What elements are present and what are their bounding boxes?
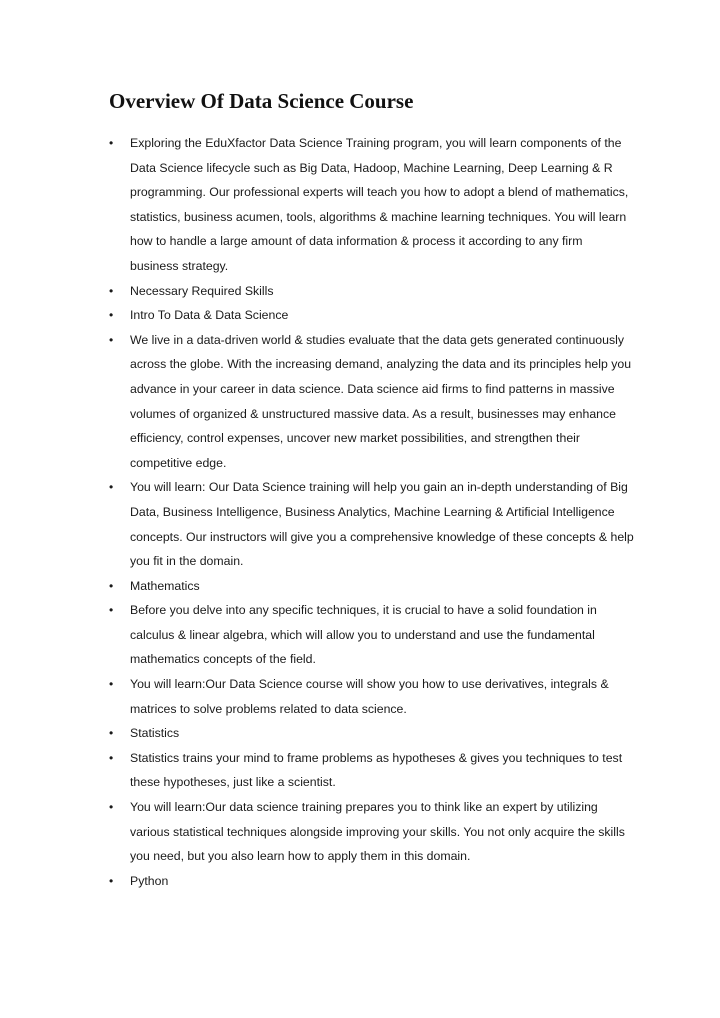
bullet-icon: • <box>109 283 114 298</box>
list-item-text-line: Statistics <box>130 726 180 741</box>
bullet-icon: • <box>109 578 114 593</box>
list-item <box>0 279 638 304</box>
list-item-text-line: these hypotheses, just like a scientist. <box>130 775 336 790</box>
list-item-text-line: Data Science lifecycle such as Big Data, Hadoop, Machine Learning, Deep Learning & R <box>130 160 613 175</box>
bullet-icon: • <box>109 603 114 618</box>
bullet-icon: • <box>109 873 114 888</box>
list-item-text-line: you need, but you also learn how to apply them in this domain. <box>130 849 471 864</box>
list-item-text-line: competitive edge. <box>130 455 227 470</box>
page-title: Overview Of Data Science Course <box>109 89 414 113</box>
list-item-text-line: you fit in the domain. <box>130 554 244 569</box>
bullet-list <box>0 131 720 893</box>
list-item-text-line: Data, Business Intelligence, Business Analytics, Machine Learning & Artificial Intelligence <box>130 504 615 519</box>
list-item-text-line: volumes of organized & unstructured massive data. As a result, businesses may enhance <box>130 406 616 421</box>
list-item <box>0 869 638 894</box>
bullet-icon: • <box>109 308 114 323</box>
list-item-text-line: mathematics concepts of the field. <box>130 652 316 667</box>
bullet-icon: • <box>109 750 114 765</box>
list-item-text-line: business strategy. <box>130 258 229 273</box>
bullet-icon: • <box>109 332 114 347</box>
list-item <box>0 795 638 869</box>
list-item-text-line: Statistics trains your mind to frame problems as hypotheses & gives you techniques to test <box>130 750 623 765</box>
list-item-text-line: You will learn:Our Data Science course will show you how to use derivatives, integrals & <box>130 677 609 692</box>
list-item <box>0 721 638 746</box>
list-item <box>0 574 638 599</box>
list-item-text-line: efficiency, control expenses, uncover new market possibilities, and strengthen their <box>130 431 580 446</box>
list-item <box>0 475 638 573</box>
list-item-text-line: calculus & linear algebra, which will allow you to understand and use the fundamental <box>130 627 595 642</box>
list-item <box>0 328 638 476</box>
list-item-text-line: You will learn:Our data science training prepares you to think like an expert by utilizing <box>130 800 598 815</box>
list-item-text-line: matrices to solve problems related to data science. <box>130 701 407 716</box>
list-item-text-line: Necessary Required Skills <box>130 283 274 298</box>
list-item-text-line: Python <box>130 873 169 888</box>
list-item <box>0 303 638 328</box>
list-item-text-line: You will learn: Our Data Science training will help you gain an in-depth understanding of Big <box>130 480 628 495</box>
list-item <box>0 672 638 721</box>
list-item-text-line: various statistical techniques alongside improving your skills. You not only acquire the skills <box>130 824 625 839</box>
list-item-text-line: programming. Our professional experts will teach you how to adopt a blend of mathematics, <box>130 185 629 200</box>
bullet-icon: • <box>109 136 114 150</box>
list-item <box>0 131 638 279</box>
list-item-text-line: across the globe. With the increasing demand, analyzing the data and its principles help you <box>130 357 632 372</box>
list-item-text-line: Before you delve into any specific techniques, it is crucial to have a solid foundation in <box>130 603 597 618</box>
list-item-text-line: advance in your career in data science. Data science aid firms to find patterns in massive <box>130 381 615 396</box>
list-item-text-line: We live in a data-driven world & studies evaluate that the data gets generated continuously <box>130 332 625 347</box>
list-item-text-line: statistics, business acumen, tools, algorithms & machine learning techniques. You will learn <box>130 209 627 224</box>
bullet-icon: • <box>109 480 114 495</box>
list-item-text-line: Intro To Data & Data Science <box>130 308 289 323</box>
list-item <box>0 746 638 795</box>
bullet-icon: • <box>109 726 114 741</box>
list-item-text-line: concepts. Our instructors will give you a comprehensive knowledge of these concepts & help <box>130 529 634 544</box>
list-item-text-line: Mathematics <box>130 578 200 593</box>
list-item-text-line: Exploring the EduXfactor Data Science Training program, you will learn components of the <box>130 136 622 150</box>
list-item <box>0 598 638 672</box>
list-item-text-line: how to handle a large amount of data information & process it according to any firm <box>130 234 583 249</box>
bullet-icon: • <box>109 800 114 815</box>
bullet-icon: • <box>109 677 114 692</box>
